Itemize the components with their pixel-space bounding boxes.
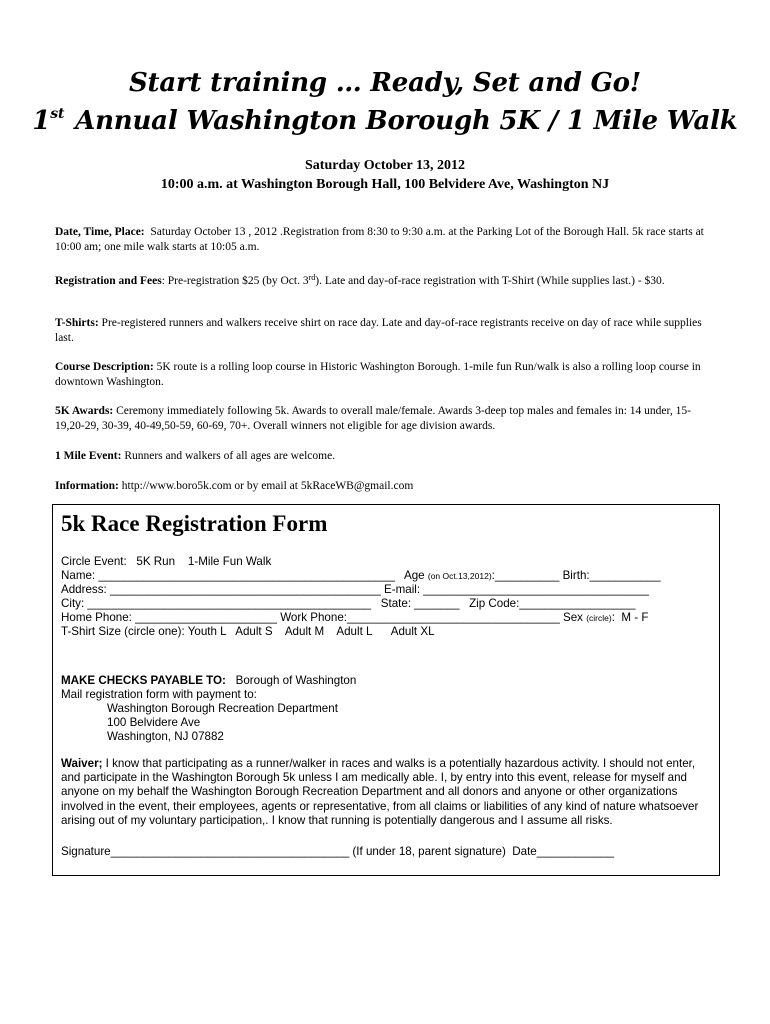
event-location: 10:00 a.m. at Washington Borough Hall, 100 Belvidere Ave, Washington NJ [160,177,610,192]
info-text: Ceremony immediately following 5k. Awards to overall male/female. Awards 3-deep top males and females in: 14 under, 15-19,20-29, 30-39, 40-49,50-59, 60-69, 70+. Overall winners not eligible for age division awards. [55,405,691,432]
event-title-ordinal: 1 [32,106,51,136]
info-date-time-place [55,225,717,255]
info-text: Runners and walkers of all ages are welcome. [124,450,336,462]
registration-form-box [52,504,720,876]
info-label: Registration and Fees [55,275,162,287]
info-tshirts [55,316,717,346]
info-course-description [55,360,717,390]
info-5k-awards [55,404,717,434]
info-superscript: rd [308,273,316,282]
phone-field[interactable]: Home Phone: ______________________ Work Phone:_________________________________ Sex [61,611,587,624]
address-email-line[interactable]: Address: __________________________________________ E-mail: ___________________________________ [61,583,649,596]
checks-payable-line [61,674,711,688]
tshirt-size-line[interactable]: T-Shirt Size (circle one): Youth L Adult S Adult M Adult L Adult XL [61,625,435,638]
headline-title: Start training … Ready, Set and Go! [128,68,641,98]
info-text: Saturday October 13 , 2012 .Registration from 8:30 to 9:30 a.m. at the Parking Lot of the Borough Hall. 5k race starts at 10:00 am; one mile walk starts at 10:05 a.m. [55,226,704,253]
info-label: Date, Time, Place: [55,226,145,238]
mail-address-line-3: Washington, NJ 07882 [107,730,224,743]
info-label: T-Shirts: [55,317,99,329]
event-title [0,106,770,136]
info-text: Pre-registered runners and walkers receive shirt on race day. Late and day-of-race registrants receive on day of race while supplies last. [55,317,702,344]
waiver-text [61,757,711,828]
info-label: 1 Mile Event: [55,450,122,462]
mail-instructions: Mail registration form with payment to: [61,688,257,701]
info-text: ). Late and day-of-race registration with T-Shirt (While supplies last.) - $30. [315,275,665,287]
checks-label: MAKE CHECKS PAYABLE TO: [61,674,226,687]
circle-event-line[interactable]: Circle Event: 5K Run 1-Mile Fun Walk [61,555,272,568]
info-text: : Pre-registration $25 (by Oct. 3 [161,275,309,287]
mail-address-line-1: Washington Borough Recreation Department [107,702,338,715]
sex-field[interactable]: : M - F [611,611,649,624]
info-text: 5K route is a rolling loop course in Historic Washington Borough. 1-mile fun Run/walk is also a rolling loop course in downtown Washington. [55,361,701,388]
event-date: Saturday October 13, 2012 [305,158,465,173]
event-title-ordinal-suffix: st [50,106,65,122]
age-note: (on Oct.13,2012) [427,571,492,581]
info-label: Course Description: [55,361,154,373]
info-text: http://www.boro5k.com or by email at 5kRaceWB@gmail.com [121,480,414,492]
info-registration-fees [55,270,717,289]
signature-line[interactable]: Signature_____________________________________ (If under 18, parent signature) Date____________ [61,845,615,858]
info-contact [55,479,717,494]
name-field[interactable]: Name: ______________________________________________ Age [61,569,428,582]
info-1-mile-event [55,449,717,464]
name-age-birth-line[interactable] [61,569,711,583]
mail-address-line-2: 100 Belvidere Ave [107,716,201,729]
event-title-text: Annual Washington Borough 5K / 1 Mile Walk [66,106,738,136]
info-label: 5K Awards: [55,405,114,417]
registration-form-title: 5k Race Registration Form [61,511,328,536]
sex-note: (circle) [586,613,612,623]
age-birth-field[interactable]: :__________ Birth:___________ [491,569,661,582]
waiver-body: I know that participating as a runner/walker in races and walks is a potentially hazardous activity. I should not enter, and participate in the Washington Borough 5k unless I am medically able. I, by entry into this event, release for myself and anyone on my behalf the Washington Borough Recreation Department and all donors and anyone or other organizations involved in the event, their employees, agents or representative, from all claims or liabilities of any kind of nature whatsoever arising out of my voluntary participation,. I know that running is potentially dangerous and I assume all risks. [61,757,699,827]
phone-sex-line[interactable] [61,611,711,625]
city-state-zip-line[interactable]: City: ____________________________________________ State: _______ Zip Code:__________________ [61,597,636,610]
waiver-label: Waiver; [61,757,103,770]
info-label: Information: [55,480,119,492]
checks-value: Borough of Washington [225,674,357,687]
